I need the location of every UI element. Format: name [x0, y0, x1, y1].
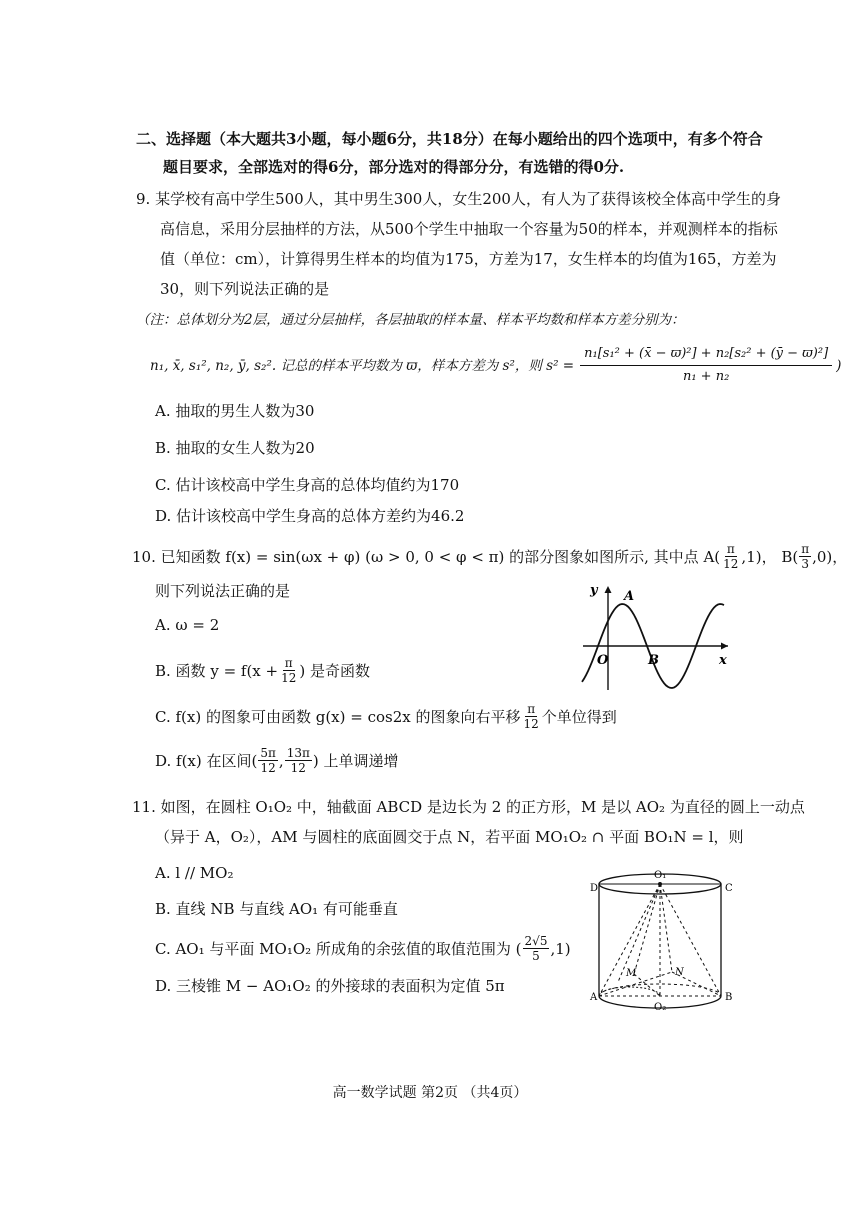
- q10-option-b: [155, 656, 370, 685]
- q9-stem-line2: 高信息，采用分层抽样的方法，从500个学生中抽取一个容量为50的样本，并观测样本的指标: [160, 220, 778, 238]
- q10-option-b-fraction: [279, 656, 298, 685]
- q11-option-c-frac-den: 5: [532, 949, 540, 963]
- fig-label-c: C: [725, 883, 733, 894]
- q10-stem-line1: [132, 542, 847, 571]
- q10-option-b-frac-den: 12: [281, 671, 297, 685]
- q10-option-c-text-a: C. f(x) 的图象可由函数 g(x) = cos2x 的图象向右平移: [155, 707, 521, 726]
- q10-option-b-frac-num: π: [284, 656, 293, 670]
- point-b-fraction: [799, 542, 811, 571]
- q10-option-b-text-b: ) 是奇函数: [299, 661, 371, 680]
- small-circle-arc: [599, 987, 660, 996]
- cylinder-figure: [588, 862, 740, 1024]
- q10-option-c-fraction: [522, 702, 541, 731]
- graph-label-x: x: [719, 653, 727, 668]
- q9-note-close: ): [836, 357, 842, 374]
- page-footer: 高一数学试题 第2页 （共4页）: [332, 1085, 528, 1101]
- y-axis-arrow: [605, 586, 612, 593]
- q9-option-b: B. 抽取的女生人数为20: [155, 439, 315, 457]
- q11-option-c-frac-num: 2√5: [524, 934, 548, 948]
- fig-label-o2: O₂: [654, 1002, 667, 1013]
- q10-option-a: A. ω = 2: [155, 616, 220, 634]
- point-a-frac-den: 12: [723, 557, 739, 571]
- q11-option-c-fraction: [523, 934, 550, 963]
- q10-option-c-frac-den: 12: [523, 717, 539, 731]
- graph-label-a: A: [624, 589, 635, 604]
- q9-option-a: A. 抽取的男生人数为30: [155, 402, 315, 420]
- q10-option-b-text-a: B. 函数 y = f(x +: [155, 661, 279, 680]
- point-a-frac-num: π: [726, 542, 735, 556]
- q11-option-c-text-b: ,1): [550, 939, 571, 958]
- point-a-fraction: [721, 542, 740, 571]
- slant-line: [618, 884, 660, 982]
- q9-note-formula-text: n₁, x̄, s₁², n₂, ȳ, s₂². 记总的样本平均数为 ϖ，样本方差为 s²，则 s² =: [150, 357, 575, 374]
- q11-option-b: B. 直线 NB 与直线 AO₁ 有可能垂直: [155, 900, 398, 918]
- section-heading-line2: 题目要求，全部选对的得6分，部分选对的得部分分，有选错的得0分.: [163, 158, 625, 176]
- fig-label-n: N: [675, 967, 684, 978]
- q11-option-c-text-a: C. AO₁ 与平面 MO₁O₂ 所成角的余弦值的取值范围为 (: [155, 939, 522, 958]
- q10-option-c-frac-num: π: [527, 702, 536, 716]
- x-axis-arrow: [721, 643, 728, 650]
- q10-option-d-fraction-2: [285, 746, 312, 775]
- segment-o1n: [660, 884, 672, 972]
- q10-option-d: [155, 746, 398, 775]
- q11-option-d: D. 三棱锥 M − AO₁O₂ 的外接球的表面积为定值 5π: [155, 977, 505, 995]
- segment-o1m: [634, 884, 660, 974]
- q9-option-d: D. 估计该校高中学生身高的总体方差约为46.2: [155, 507, 465, 525]
- q9-stem-line4: 30，则下列说法正确的是: [160, 280, 330, 298]
- point-o1: [658, 882, 662, 886]
- q9-stem-line3: 值（单位：cm），计算得男生样本的均值为175，方差为17，女生样本的均值为165，方差为: [160, 250, 777, 268]
- q11-option-a: A. l // MO₂: [155, 864, 234, 882]
- variance-formula-numerator: n₁[s₁² + (x̄ − ϖ)²] + n₂[s₂² + (ȳ − ϖ)²]: [580, 343, 832, 366]
- q10-option-d-text-b: ) 上单调递增: [312, 751, 399, 770]
- graph-label-o: O: [597, 653, 609, 668]
- q10-stem-text-c: ,0)，: [812, 547, 848, 566]
- q10-stem-text-a: 10. 已知函数 f(x) = sin(ωx + φ) (ω > 0, 0 < φ < π) 的部分图象如图所示, 其中点 A(: [132, 547, 721, 566]
- q9-option-c: C. 估计该校高中学生身高的总体均值约为170: [155, 476, 460, 494]
- fig-label-b: B: [725, 992, 733, 1003]
- section-heading-line1: 二、选择题（本大题共3小题，每小题6分，共18分）在每小题给出的四个选项中，有多个符合: [136, 130, 763, 148]
- fig-label-d: D: [590, 883, 599, 894]
- q10-stem-line2: 则下列说法正确的是: [155, 582, 291, 600]
- fig-label-a: A: [590, 992, 598, 1003]
- sine-graph-figure: [578, 582, 738, 694]
- q10-option-d-frac2-num: 13π: [286, 746, 310, 760]
- variance-formula-fraction: [580, 343, 832, 388]
- q11-option-c: [155, 934, 571, 963]
- segment-o1b: [660, 884, 721, 996]
- q10-option-d-frac1-num: 5π: [260, 746, 276, 760]
- q10-option-c-text-b: 个单位得到: [541, 707, 617, 726]
- q10-option-c: [155, 702, 617, 731]
- fig-label-o1: O₁: [654, 870, 667, 881]
- q9-note-formula: [150, 343, 841, 388]
- graph-label-y: y: [590, 583, 598, 598]
- point-b-frac-num: π: [801, 542, 810, 556]
- q10-option-d-separator: ,: [278, 751, 284, 770]
- fig-label-m: M: [626, 968, 637, 979]
- variance-formula-denominator: n₁ + n₂: [682, 369, 730, 384]
- point-b-frac-den: 3: [801, 557, 809, 571]
- q10-stem-text-b: ,1)， B(: [741, 547, 799, 566]
- q10-option-d-frac1-den: 12: [260, 761, 276, 775]
- q10-option-d-fraction-1: [258, 746, 278, 775]
- q9-note-line1: （注：总体划分为2层，通过分层抽样，各层抽取的样本量、样本平均数和样本方差分别为：: [136, 312, 685, 328]
- q9-stem-line1: 9. 某学校有高中学生500人，其中男生300人，女生200人，有人为了获得该校全体高中学生的身: [136, 190, 781, 208]
- graph-label-b: B: [648, 653, 659, 668]
- q10-option-d-text-a: D. f(x) 在区间(: [155, 751, 258, 770]
- q11-stem-line1: 11. 如图，在圆柱 O₁O₂ 中，轴截面 ABCD 是边长为 2 的正方形，M 是以 AO₂ 为直径的圆上一动点: [132, 798, 805, 816]
- q11-stem-line2: （异于 A，O₂），AM 与圆柱的底面圆交于点 N，若平面 MO₁O₂ ∩ 平面 BO₁N = l，则: [155, 828, 744, 846]
- q10-option-d-frac2-den: 12: [290, 761, 306, 775]
